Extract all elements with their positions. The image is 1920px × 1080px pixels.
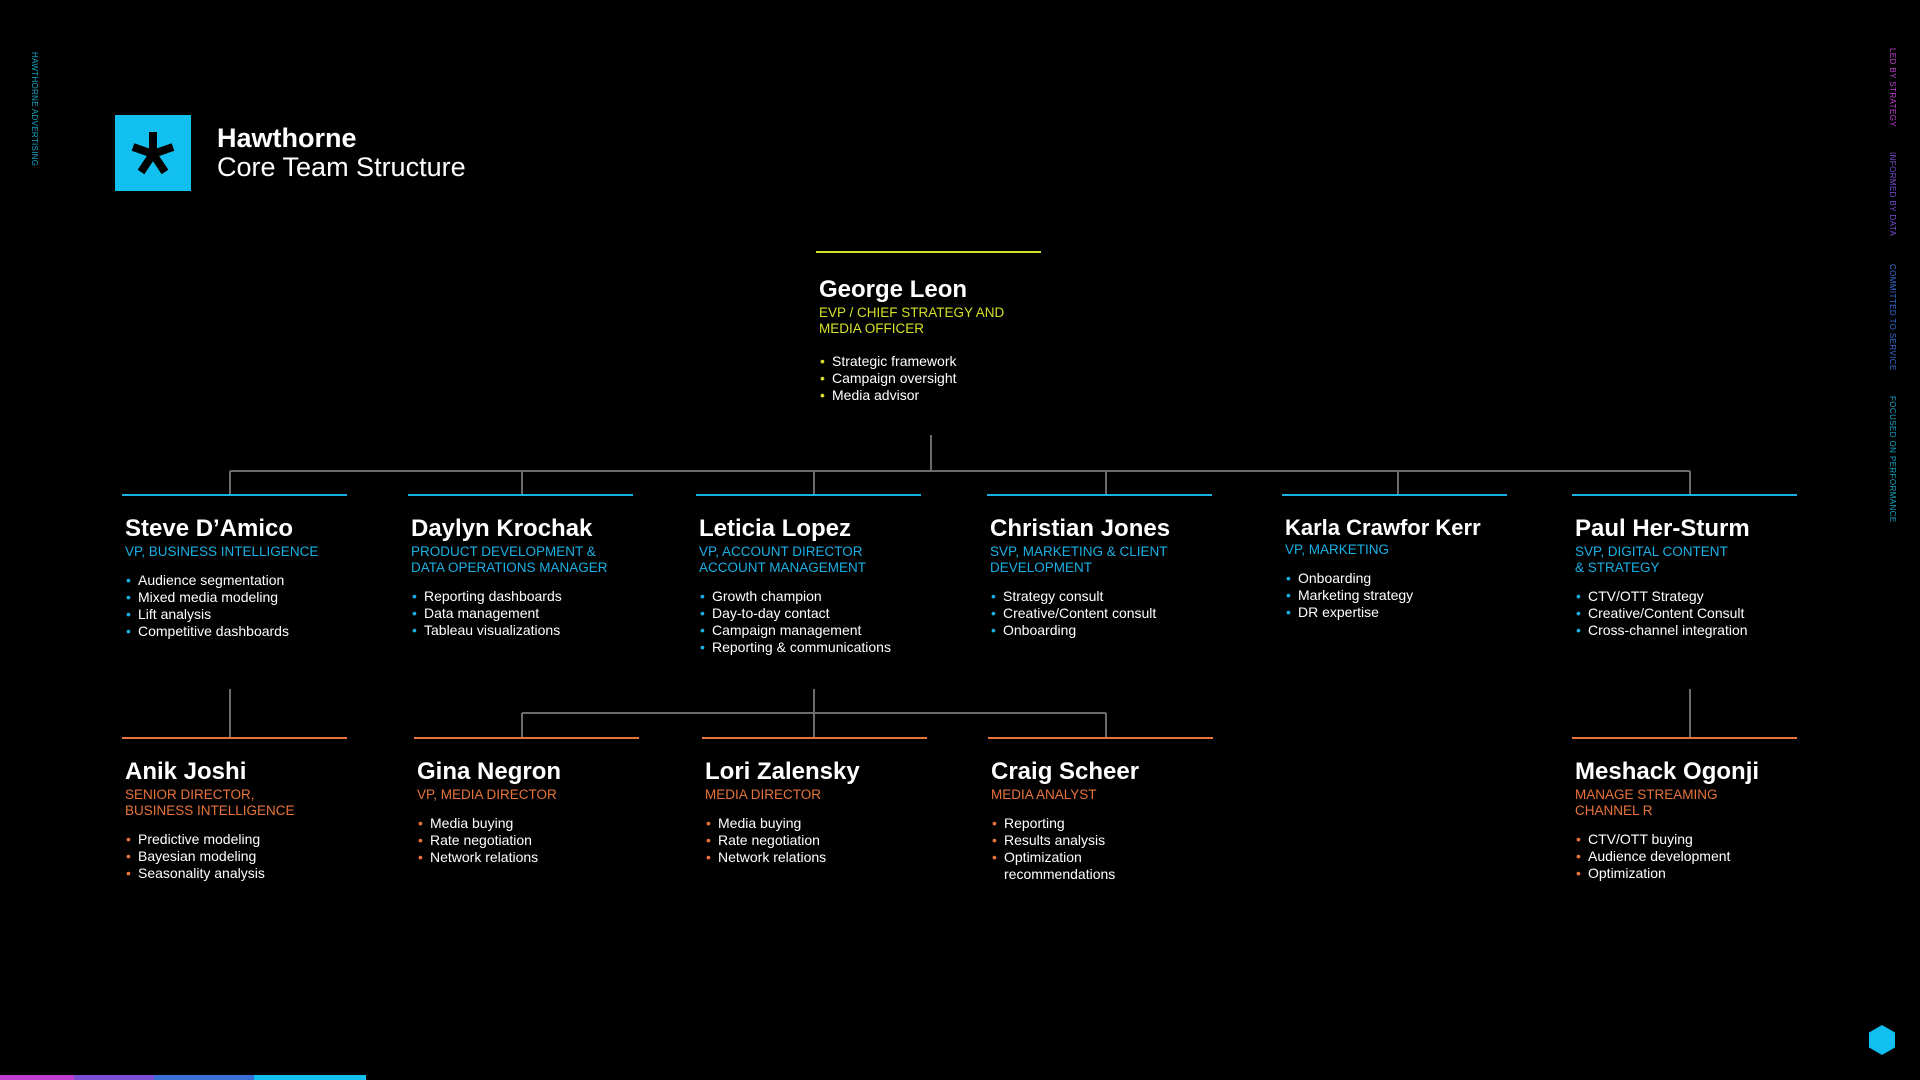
page-title: Hawthorne (217, 123, 357, 153)
bullet-icon: • (1286, 604, 1291, 621)
bullet-icon: • (700, 639, 705, 656)
bullet-icon: • (1576, 848, 1581, 865)
card-george-leon (816, 251, 1041, 404)
person-name: Paul Her-Sturm (1575, 515, 1750, 542)
person-role: VP, ACCOUNT DIRECTOR ACCOUNT MANAGEMENT (699, 544, 867, 576)
duty-list (125, 572, 347, 640)
list-item: • Onboarding (1286, 570, 1372, 587)
list-item: • Bayesian modeling (126, 848, 257, 865)
bullet-icon: • (1576, 865, 1581, 882)
bullet-icon: • (991, 605, 996, 622)
person-role: VP, BUSINESS INTELLIGENCE (125, 544, 319, 560)
card-craig-scheer (988, 737, 1213, 883)
list-item: • Competitive dashboards (126, 623, 289, 640)
bullet-icon: • (991, 622, 996, 639)
card-anik-joshi (122, 737, 347, 882)
bottom-color-bar (0, 1075, 366, 1080)
hexagon-icon (1868, 1024, 1896, 1056)
bullet-icon: • (126, 848, 131, 865)
bullet-icon: • (992, 832, 997, 849)
person-role: SVP, MARKETING & CLIENT DEVELOPMENT (990, 544, 1168, 576)
list-item: • Creative/Content consult (991, 605, 1157, 622)
card-lori-zalensky (702, 737, 927, 866)
card-christian-jones (987, 494, 1212, 639)
list-item: • Strategic framework (820, 353, 957, 370)
bullet-icon: • (700, 605, 705, 622)
person-role: PRODUCT DEVELOPMENT & DATA OPERATIONS MANAGER (411, 544, 608, 576)
list-item: • Audience segmentation (126, 572, 285, 589)
bullet-icon: • (1576, 605, 1581, 622)
person-name: Christian Jones (990, 515, 1171, 542)
bar-segment (154, 1075, 254, 1080)
person-name: Karla Crawfor Kerr (1285, 515, 1481, 540)
card-rule (408, 494, 633, 496)
list-item: • Rate negotiation (418, 832, 532, 849)
person-name: Daylyn Krochak (411, 515, 593, 542)
bullet-icon: • (418, 832, 423, 849)
side-label-strategy: LED BY STRATEGY (1888, 48, 1897, 128)
person-role: MEDIA DIRECTOR (705, 787, 822, 803)
list-item: • CTV/OTT buying (1576, 831, 1693, 848)
bullet-icon: • (126, 572, 131, 589)
person-name: Meshack Ogonji (1575, 758, 1760, 785)
duty-list (411, 588, 633, 639)
page-subtitle: Core Team Structure (217, 152, 466, 182)
list-item: • Cross-channel integration (1576, 622, 1748, 639)
card-rule (988, 737, 1213, 739)
bullet-icon: • (412, 622, 417, 639)
list-item: • Optimization recommendations (992, 849, 1116, 883)
list-item: • Reporting dashboards (412, 588, 562, 605)
duty-list (705, 815, 927, 866)
bullet-icon: • (1576, 622, 1581, 639)
bullet-icon: • (1286, 587, 1291, 604)
card-rule (1282, 494, 1507, 496)
duty-list (1575, 588, 1797, 639)
person-name: George Leon (819, 276, 968, 303)
person-name: Steve D’Amico (125, 515, 294, 542)
duty-list (699, 588, 921, 656)
list-item: • Reporting (992, 815, 1065, 832)
bar-segment (74, 1075, 154, 1080)
bullet-icon: • (992, 815, 997, 832)
bullet-icon: • (991, 588, 996, 605)
bullet-icon: • (418, 849, 423, 866)
list-item: • Rate negotiation (706, 832, 820, 849)
duty-list (1285, 570, 1507, 621)
card-rule (696, 494, 921, 496)
bullet-icon: • (126, 589, 131, 606)
list-item: • Results analysis (992, 832, 1106, 849)
card-steve-damico (122, 494, 347, 640)
bullet-icon: • (126, 831, 131, 848)
list-item: • Network relations (706, 849, 827, 866)
list-item: • Growth champion (700, 588, 822, 605)
side-label-performance: FOCUSED ON PERFORMANCE (1888, 396, 1897, 523)
card-meshack-ogonji (1572, 737, 1797, 882)
list-item: • Tableau visualizations (412, 622, 561, 639)
bullet-icon: • (700, 622, 705, 639)
bullet-icon: • (412, 588, 417, 605)
card-rule (414, 737, 639, 739)
list-item: • Day-to-day contact (700, 605, 830, 622)
list-item: • DR expertise (1286, 604, 1379, 621)
bullet-icon: • (820, 387, 825, 404)
duty-list (125, 831, 347, 882)
person-name: Craig Scheer (991, 758, 1140, 785)
duty-list (417, 815, 639, 866)
duty-list (991, 815, 1213, 883)
list-item: • Data management (412, 605, 540, 622)
card-rule (1572, 737, 1797, 739)
list-item: • Mixed media modeling (126, 589, 279, 606)
list-item: • Strategy consult (991, 588, 1104, 605)
bullet-icon: • (820, 353, 825, 370)
person-name: Gina Negron (417, 758, 562, 785)
bar-segment (0, 1075, 74, 1080)
list-item: • Onboarding (991, 622, 1077, 639)
card-rule (122, 494, 347, 496)
bullet-icon: • (418, 815, 423, 832)
list-item: • Optimization (1576, 865, 1666, 882)
bullet-icon: • (992, 849, 997, 866)
list-item: • CTV/OTT Strategy (1576, 588, 1704, 605)
card-rule (1572, 494, 1797, 496)
person-role: EVP / CHIEF STRATEGY AND MEDIA OFFICER (819, 305, 1005, 337)
list-item: • Media buying (706, 815, 802, 832)
card-gina-negron (414, 737, 639, 866)
duty-list (990, 588, 1212, 639)
bullet-icon: • (126, 865, 131, 882)
list-item: • Media buying (418, 815, 514, 832)
bullet-icon: • (1576, 831, 1581, 848)
list-item: • Seasonality analysis (126, 865, 265, 882)
duty-list (819, 353, 1041, 404)
list-item: • Reporting & communications (700, 639, 891, 656)
list-item: • Media advisor (820, 387, 920, 404)
side-label-data: INFORMED BY DATA (1888, 152, 1897, 237)
card-rule (122, 737, 347, 739)
bullet-icon: • (706, 849, 711, 866)
card-leticia-lopez (696, 494, 921, 656)
bar-segment (254, 1075, 366, 1080)
list-item: • Audience development (1576, 848, 1731, 865)
side-label-service: COMMITTED TO SERVICE (1888, 264, 1897, 371)
person-name: Leticia Lopez (699, 515, 852, 542)
bullet-icon: • (706, 815, 711, 832)
bullet-icon: • (706, 832, 711, 849)
list-item: • Creative/Content Consult (1576, 605, 1745, 622)
bullet-icon: • (700, 588, 705, 605)
person-role: VP, MARKETING (1285, 542, 1390, 558)
person-name: Lori Zalensky (705, 758, 860, 785)
person-role: MEDIA ANALYST (991, 787, 1097, 803)
bullet-icon: • (126, 623, 131, 640)
card-daylyn-krochak (408, 494, 633, 639)
side-label-left: HAWTHORNE ADVERTISING (30, 52, 39, 167)
bullet-icon: • (126, 606, 131, 623)
duty-list (1575, 831, 1797, 882)
list-item: • Lift analysis (126, 606, 212, 623)
person-role: SVP, DIGITAL CONTENT & STRATEGY (1575, 544, 1728, 576)
person-role: MANAGE STREAMING CHANNEL R (1575, 787, 1718, 819)
card-paul-her-sturm (1572, 494, 1797, 639)
bullet-icon: • (1576, 588, 1581, 605)
bullet-icon: • (412, 605, 417, 622)
person-role: SENIOR DIRECTOR, BUSINESS INTELLIGENCE (125, 787, 295, 819)
card-rule (702, 737, 927, 739)
list-item: • Campaign oversight (820, 370, 957, 387)
list-item: • Campaign management (700, 622, 862, 639)
card-rule (816, 251, 1041, 253)
bullet-icon: • (820, 370, 825, 387)
bullet-icon: • (1286, 570, 1291, 587)
list-item: • Network relations (418, 849, 539, 866)
list-item: • Marketing strategy (1286, 587, 1414, 604)
person-name: Anik Joshi (125, 758, 247, 785)
card-karla-crawfor-kerr (1282, 494, 1507, 621)
card-rule (987, 494, 1212, 496)
person-role: VP, MEDIA DIRECTOR (417, 787, 557, 803)
list-item: • Predictive modeling (126, 831, 261, 848)
